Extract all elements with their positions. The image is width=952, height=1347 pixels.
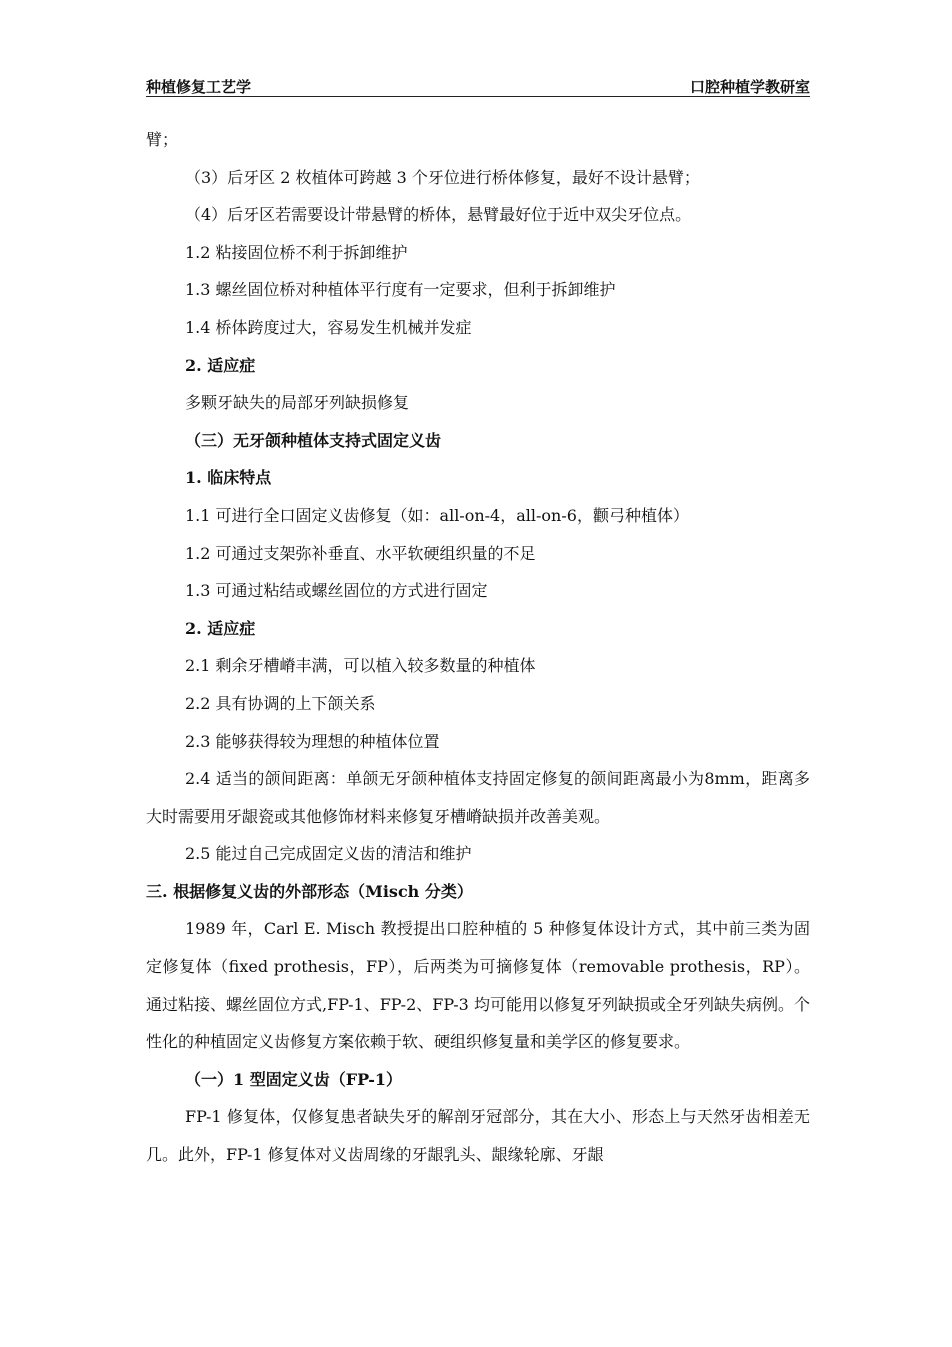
subheading: 2. 适应症: [185, 355, 256, 375]
subheading: 1. 临床特点: [185, 468, 272, 488]
page-header: [146, 78, 810, 97]
list-item: 1.3 螺丝固位桥对种植体平行度有一定要求，但利于拆卸维护: [185, 280, 616, 300]
section-heading: （三）无牙颌种植体支持式固定义齿: [185, 430, 442, 450]
paragraph: 1989 年，Carl E. Misch 教授提出口腔种植的 5 种修复体设计方式，其中前三类为固定修复体（fixed prothesis，FP），后两类为可摘修复体（removable prothesis，RP）。通过粘接、螺丝固位方式,FP-1、FP-2、FP-3 均可能用以修复牙列缺损或全牙列缺失病例。个性化的种植固定义齿修复方案依赖于软、硬组织修复量和美学区的修复要求。: [146, 919, 810, 1052]
list-item: 1.1 可进行全口固定义齿修复（如：all-on-4，all-on-6，颧弓种植体）: [185, 505, 689, 525]
header-course-title: 种植修复工艺学: [146, 78, 252, 96]
list-item: 2.4 适当的颌间距离：单颌无牙颌种植体支持固定修复的颌间距离最小为8mm，距离多大时需要用牙龈瓷或其他修饰材料来修复牙槽嵴缺损并改善美观。: [146, 769, 810, 826]
list-item: 1.2 粘接固位桥不利于拆卸维护: [185, 242, 408, 262]
list-item: （3）后牙区 2 枚植体可跨越 3 个牙位进行桥体修复，最好不设计悬臂；: [185, 167, 700, 187]
list-item: （4）后牙区若需要设计带悬臂的桥体，悬臂最好位于近中双尖牙位点。: [185, 205, 692, 225]
list-item: 2.2 具有协调的上下颌关系: [185, 693, 376, 713]
section-heading: （一）1 型固定义齿（FP-1）: [185, 1069, 402, 1089]
list-item: 1.2 可通过支架弥补垂直、水平软硬组织量的不足: [185, 543, 536, 563]
paragraph: FP-1 修复体，仅修复患者缺失牙的解剖牙冠部分，其在大小、形态上与天然牙齿相差无几。此外，FP-1 修复体对义齿周缘的牙龈乳头、龈缘轮廓、牙龈: [146, 1107, 810, 1165]
header-department: 口腔种植学教研室: [689, 78, 810, 96]
section-heading: 三. 根据修复义齿的外部形态（Misch 分类）: [146, 881, 473, 901]
list-item: 2.1 剩余牙槽嵴丰满，可以植入较多数量的种植体: [185, 656, 536, 676]
list-item: 2.3 能够获得较为理想的种植体位置: [185, 731, 440, 751]
page-body: [146, 121, 810, 1174]
paragraph: 多颗牙缺失的局部牙列缺损修复: [185, 393, 410, 413]
list-item: 1.4 桥体跨度过大，容易发生机械并发症: [185, 317, 472, 337]
list-item: 2.5 能过自己完成固定义齿的清洁和维护: [185, 844, 472, 864]
paragraph-continuation: 臂；: [146, 130, 179, 149]
list-item: 1.3 可通过粘结或螺丝固位的方式进行固定: [185, 581, 488, 601]
subheading: 2. 适应症: [185, 618, 256, 638]
